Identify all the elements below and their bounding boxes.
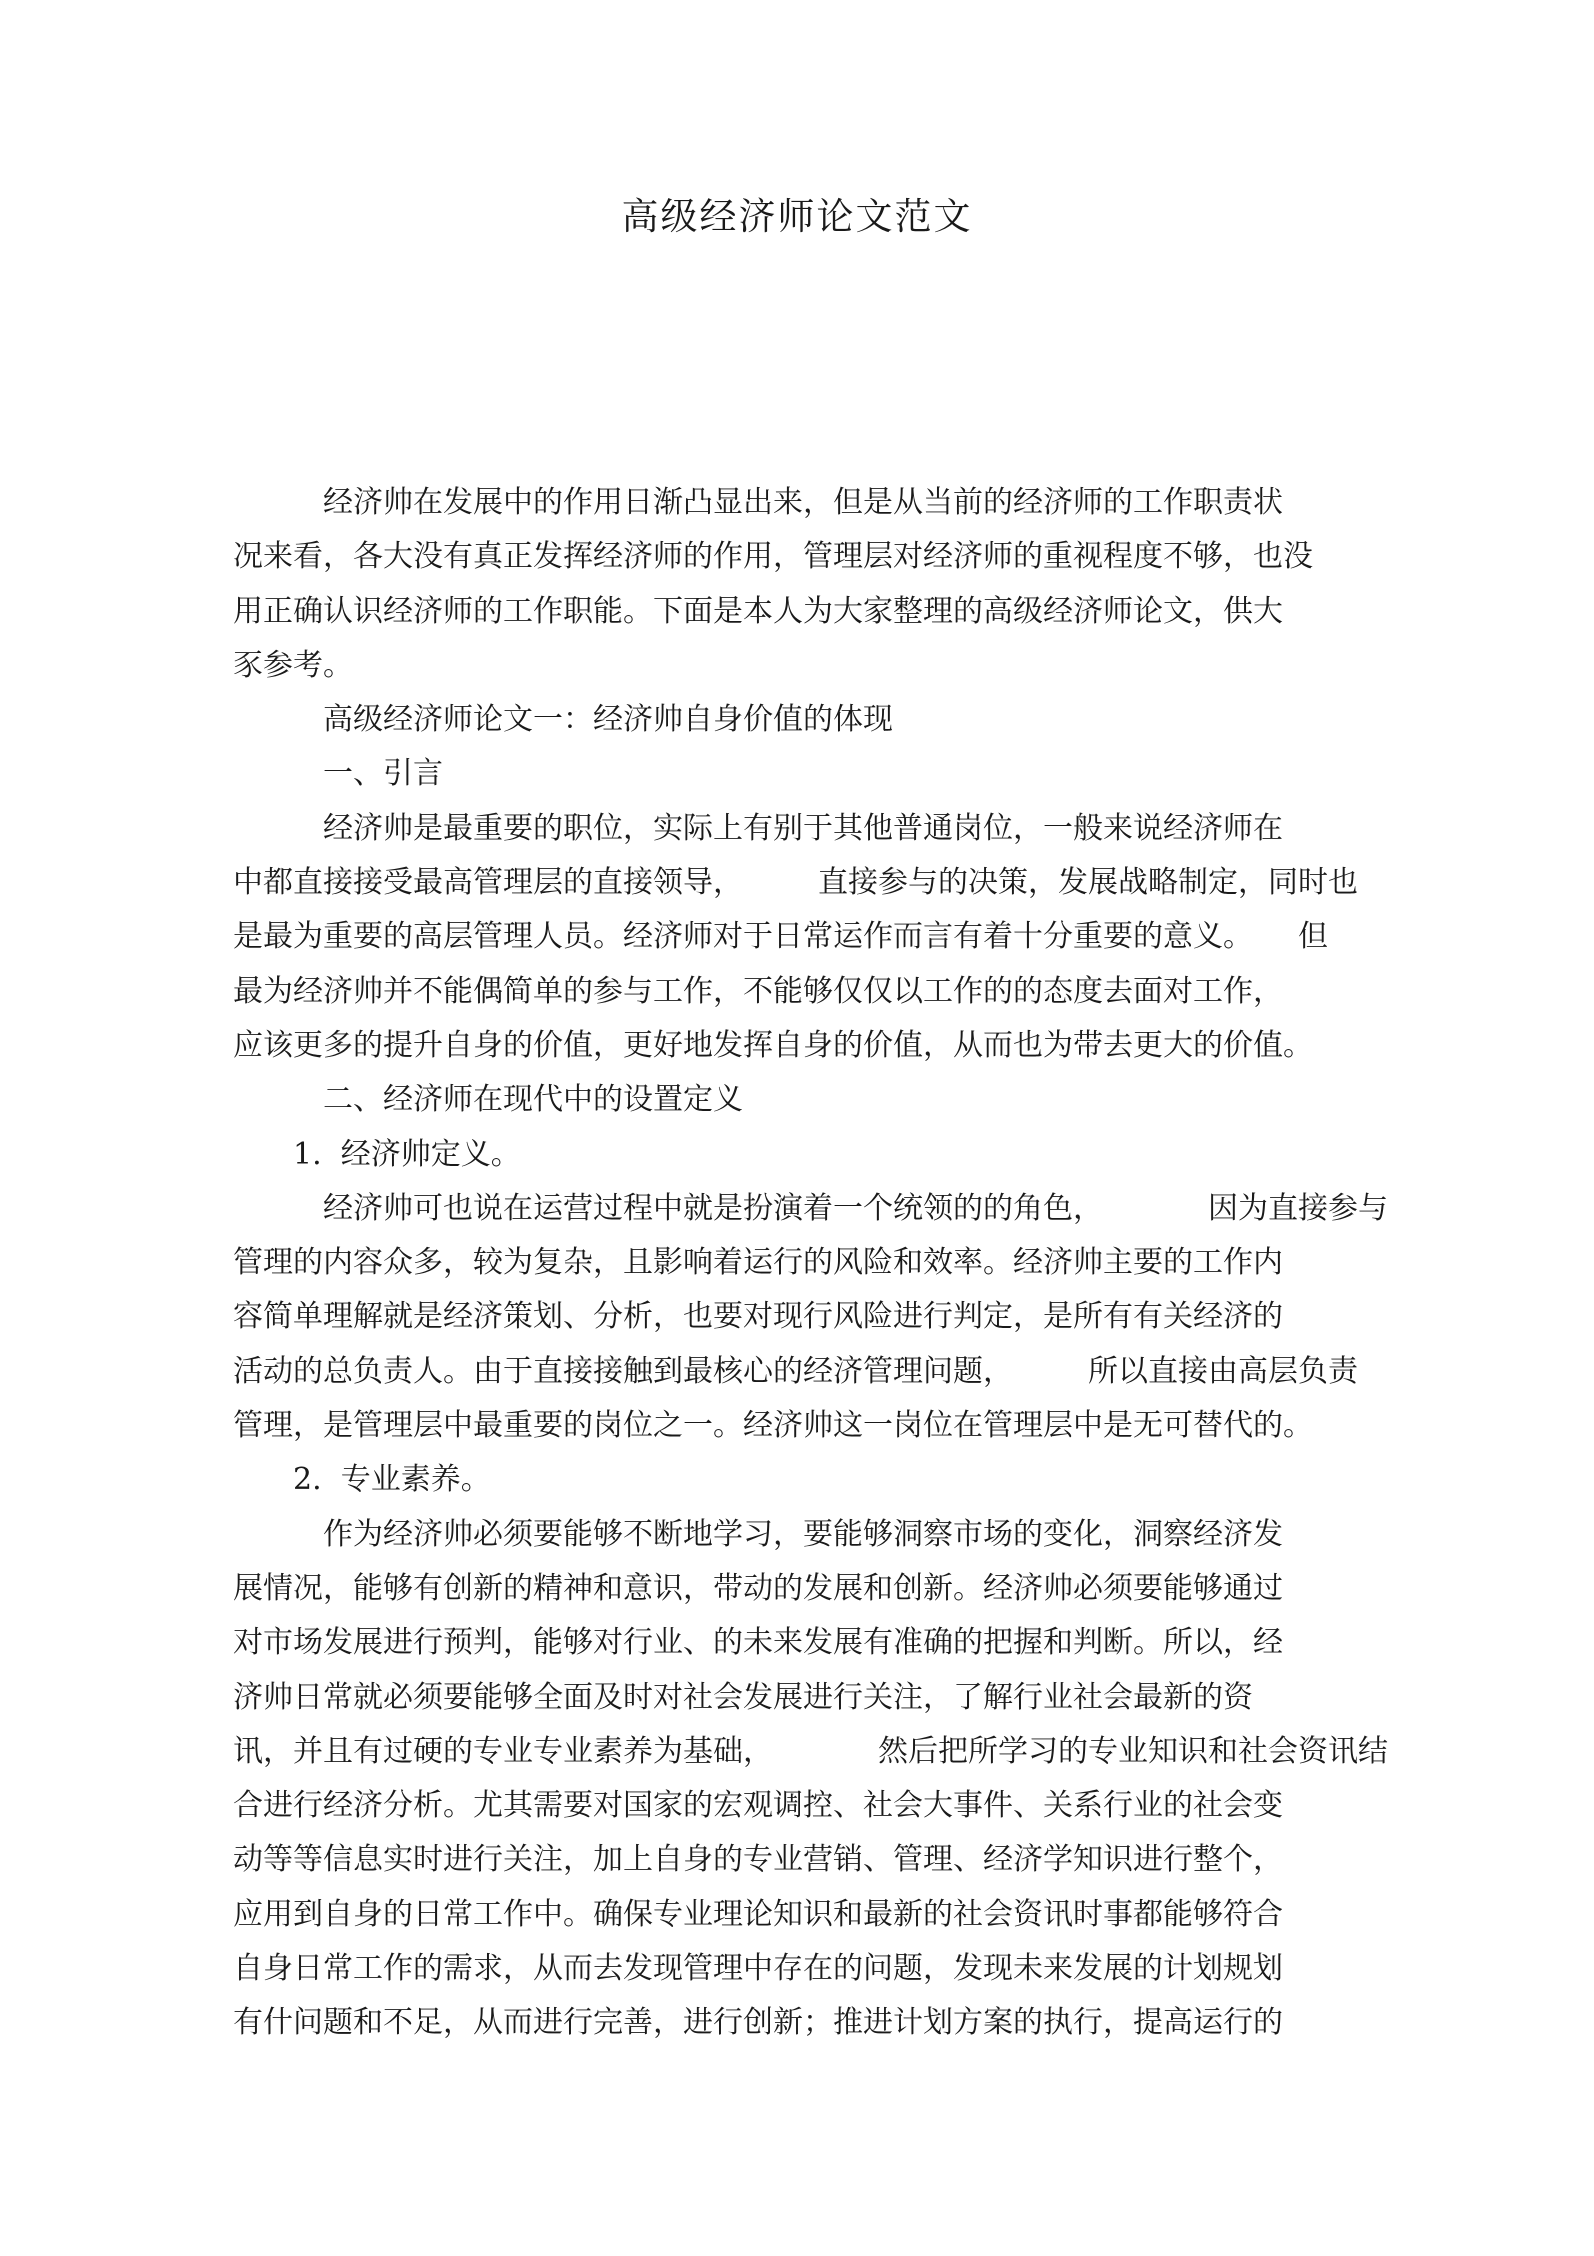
- text-line: 是最为重要的高层管理人员。经济师对于日常运作而言有着十分重要的意义。 但: [233, 919, 1328, 955]
- text-line: 对市场发展进行预判，能够对行业、的未来发展有准确的把握和判断。所以，经: [233, 1625, 1283, 1661]
- text-line: 应该更多的提升自身的价值，更好地发挥自身的价值，从而也为带去更大的价值。: [233, 1027, 1313, 1063]
- text-line: 济帅日常就必须要能够全面及时对社会发展进行关注，了解行业社会最新的资: [233, 1679, 1253, 1715]
- text-line: 经济帅可也说在运营过程中就是扮演着一个统领的的角色， 因为直接参与: [233, 1190, 1388, 1226]
- text-line: 豕参考。: [233, 647, 353, 683]
- text-line: 有什问题和不足，从而进行完善，进行创新；推进计划方案的执行，提高运行的: [233, 2005, 1283, 2041]
- text-line: 作为经济帅必须要能够不断地学习，要能够洞察市场的变化，洞察经济发: [233, 1516, 1283, 1552]
- document-title: 高级经济师论文范文: [621, 195, 973, 238]
- document-body: [233, 476, 1424, 2051]
- text-line: 用正确认识经济师的工作职能。下面是本人为大家整理的高级经济师论文，供大: [233, 593, 1283, 629]
- text-line: 应用到自身的日常工作中。确保专业理论知识和最新的社会资讯时事都能够符合: [233, 1896, 1283, 1932]
- text-line: 2. 专业素养。: [233, 1462, 491, 1498]
- text-line: 况来看，各大没有真正发挥经济师的作用，管理层对经济师的重视程度不够，也没: [233, 539, 1313, 575]
- text-line: 一、引言: [233, 756, 443, 792]
- text-line: 中都直接接受最高管理层的直接领导， 直接参与的决策，发展战略制定，同时也: [233, 865, 1358, 901]
- text-line: 讯，并且有过硬的专业专业素养为基础， 然后把所学习的专业知识和社会资讯结: [233, 1733, 1388, 1769]
- text-line: 容简单理解就是经济策划、分析，也要对现行风险进行判定，是所有有关经济的: [233, 1299, 1283, 1335]
- text-line: 动等等信息实时进行关注，加上自身的专业营销、管理、经济学知识进行整个，: [233, 1842, 1283, 1878]
- text-line: 活动的总负责人。由于直接接触到最核心的经济管理问题， 所以直接由高层负责: [233, 1353, 1358, 1389]
- text-line: 经济帅在发展中的作用日渐凸显出来，但是从当前的经济师的工作职责状: [233, 485, 1283, 520]
- text-line: 管理的内容众多，较为复杂，且影响着运行的风险和效率。经济帅主要的工作内: [233, 1245, 1283, 1281]
- text-line: 自身日常工作的需求，从而去发现管理中存在的问题，发现未来发展的计划规划: [233, 1951, 1283, 1987]
- text-line: 最为经济帅并不能偶简单的参与工作，不能够仅仅以工作的的态度去面对工作，: [233, 973, 1283, 1009]
- text-line: 经济帅是最重要的职位，实际上有别于其他普通岗位，一般来说经济师在: [233, 810, 1283, 846]
- text-line: 1. 经济帅定义。: [233, 1136, 521, 1172]
- text-line: 合进行经济分析。尤其需要对国家的宏观调控、社会大事件、关系行业的社会变: [233, 1788, 1283, 1824]
- text-line: 二、经济师在现代中的设置定义: [233, 1082, 743, 1118]
- text-line: 展情况，能够有创新的精神和意识，带动的发展和创新。经济帅必须要能够通过: [233, 1570, 1283, 1606]
- text-line: 管理，是管理层中最重要的岗位之一。经济帅这一岗位在管理层中是无可替代的。: [233, 1408, 1313, 1444]
- text-line: 高级经济师论文一：经济帅自身价值的体现: [233, 702, 893, 738]
